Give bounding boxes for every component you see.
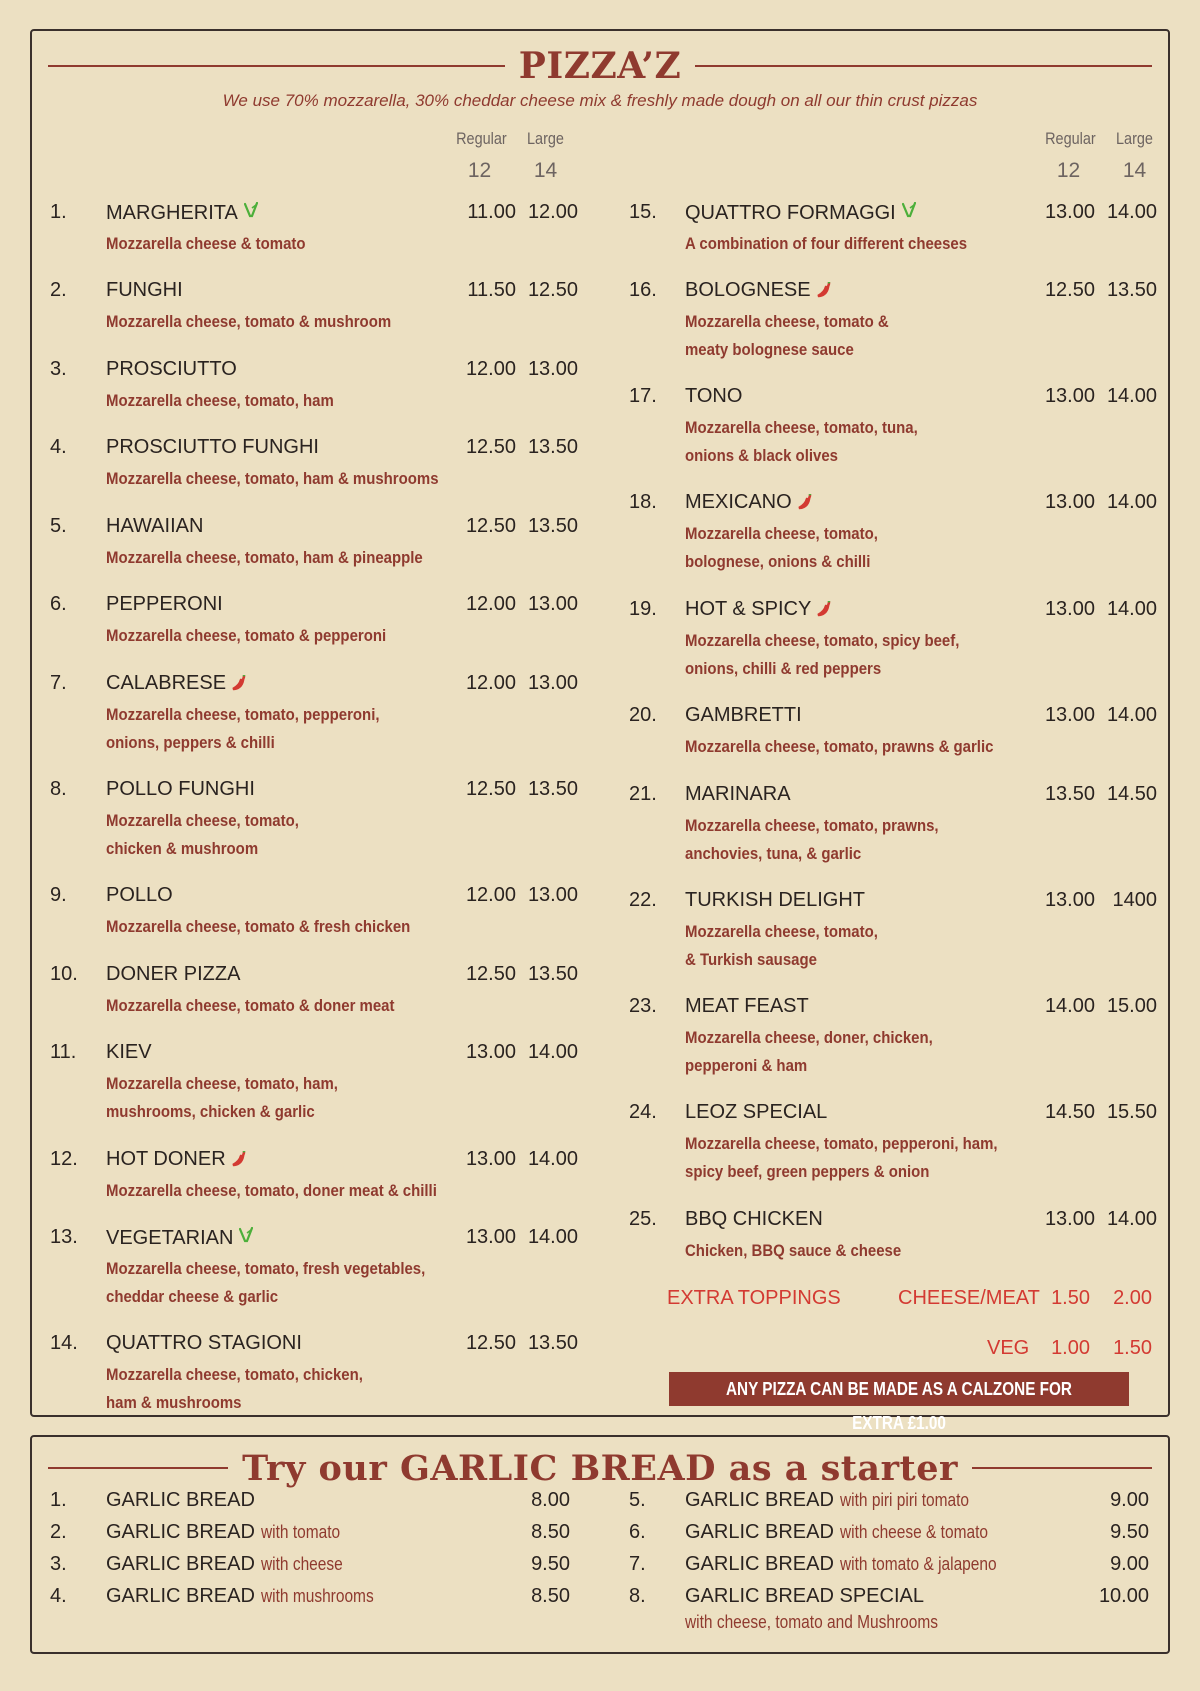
item-number: 6. <box>629 1521 646 1543</box>
item-name: FUNGHI <box>106 279 183 301</box>
title-rule-right <box>972 1467 1152 1469</box>
veg-icon <box>244 201 258 217</box>
garlic-bread-item <box>50 1585 570 1615</box>
price-large: 13.00 <box>527 593 578 615</box>
item-description: Mozzarella cheese, tomato, pepperoni, ham, spicy beef, green peppers & onion <box>685 1134 998 1181</box>
item-name: KIEV <box>106 1041 152 1063</box>
garlic-bread-item <box>50 1521 570 1551</box>
item-number: 4. <box>50 436 67 458</box>
item-name: HOT & SPICY <box>685 598 812 620</box>
item-number: 5. <box>629 1489 646 1511</box>
size-header-left <box>452 129 597 189</box>
price-large: 14.00 <box>1106 704 1157 726</box>
item-name-row <box>106 1521 353 1544</box>
item-name: HAWAIIAN <box>106 515 204 537</box>
item-variant: with cheese & tomato <box>839 1522 988 1542</box>
item-number: 5. <box>50 515 67 537</box>
item-description: Mozzarella cheese, tomato, & Turkish sausage <box>685 922 878 969</box>
price-regular: 13.00 <box>465 1226 516 1248</box>
regular-size: 12 <box>467 159 492 182</box>
item-name: LEOZ SPECIAL <box>685 1101 828 1123</box>
item-description: A combination of four different cheeses <box>685 234 968 253</box>
garlic-title: Try our GARLIC BREAD as a starter <box>242 1447 958 1489</box>
regular-label: Regular <box>1045 129 1096 148</box>
item-name-row <box>106 1553 356 1576</box>
pizza-panel <box>30 29 1170 1433</box>
item-name-row <box>106 1041 152 1064</box>
item-number: 17. <box>629 385 657 407</box>
price-large: 14.00 <box>1106 1208 1157 1230</box>
garlic-bread-item <box>629 1585 1149 1632</box>
item-name: VEGETARIAN <box>106 1227 234 1249</box>
item-description: Mozzarella cheese, tomato, spicy beef, onions, chilli & red peppers <box>685 631 960 678</box>
item-name: GARLIC BREAD <box>106 1489 255 1511</box>
item-name-row <box>106 1226 253 1250</box>
item-name: QUATTRO FORMAGGI <box>685 202 896 224</box>
item-number: 1. <box>50 1489 67 1511</box>
item-number: 2. <box>50 279 67 301</box>
item-name: MARGHERITA <box>106 202 238 224</box>
item-number: 19. <box>629 598 657 620</box>
calzone-note: ANY PIZZA CAN BE MADE AS A CALZONE FOR EXTRA £1.00 <box>726 1379 1072 1433</box>
item-number: 20. <box>629 704 657 726</box>
item-description: Mozzarella cheese, tomato, doner meat & chilli <box>106 1181 437 1200</box>
veg-regular: 1.00 <box>1051 1337 1090 1359</box>
chilli-icon <box>798 493 812 509</box>
garlic-bread-item <box>629 1521 1149 1551</box>
item-variant: with tomato <box>260 1522 341 1542</box>
item-name-row <box>106 201 258 225</box>
item-number: 8. <box>50 778 67 800</box>
item-number: 15. <box>629 201 657 223</box>
large-label: Large <box>527 129 564 148</box>
item-number: 6. <box>50 593 67 615</box>
item-number: 25. <box>629 1208 657 1230</box>
price-large: 14.00 <box>527 1226 578 1248</box>
item-number: 1. <box>50 201 67 223</box>
item-name: MARINARA <box>685 783 791 805</box>
price-regular: 13.00 <box>465 1148 516 1170</box>
large-size: 14 <box>533 159 558 182</box>
cheese-meat-regular: 1.50 <box>1051 1287 1090 1309</box>
item-name-row <box>106 672 246 695</box>
item-name-row <box>685 385 742 408</box>
item-price: 9.00 <box>1110 1553 1149 1575</box>
item-name-row <box>685 704 802 727</box>
price-large: 13.00 <box>527 672 578 694</box>
price-large: 13.50 <box>527 436 578 458</box>
price-regular: 13.00 <box>1044 889 1095 911</box>
chilli-icon <box>232 1150 246 1166</box>
price-regular: 11.50 <box>467 279 516 301</box>
item-variant: with mushrooms <box>260 1586 374 1606</box>
item-name: CALABRESE <box>106 672 227 694</box>
price-regular: 14.50 <box>1044 1101 1095 1123</box>
item-name: POLLO FUNGHI <box>106 778 255 800</box>
item-name: PEPPERONI <box>106 593 223 615</box>
item-number: 21. <box>629 783 657 805</box>
price-regular: 13.00 <box>1044 385 1095 407</box>
item-variant: with tomato & jalapeno <box>839 1554 997 1574</box>
item-name: HOT DONER <box>106 1148 226 1170</box>
veg-icon <box>902 201 916 217</box>
regular-size: 12 <box>1056 159 1081 182</box>
title-rule-left <box>48 1467 228 1469</box>
item-name: TONO <box>685 385 743 407</box>
price-regular: 13.00 <box>1044 201 1095 223</box>
item-number: 9. <box>50 884 67 906</box>
item-description: Mozzarella cheese & tomato <box>106 234 306 253</box>
item-description: Mozzarella cheese, tomato, ham & pineapple <box>106 548 423 567</box>
item-name-row <box>685 598 831 621</box>
item-name-row <box>106 1585 392 1608</box>
item-name-row <box>685 279 831 302</box>
price-regular: 11.00 <box>467 201 516 223</box>
price-regular: 13.00 <box>1044 1208 1095 1230</box>
cheese-meat-large: 2.00 <box>1113 1287 1152 1309</box>
item-name-row <box>106 778 255 801</box>
item-name-row <box>106 279 183 302</box>
price-regular: 13.00 <box>465 1041 516 1063</box>
price-regular: 13.50 <box>1044 783 1095 805</box>
item-description: Mozzarella cheese, tomato, chicken & mushroom <box>106 811 299 858</box>
item-description: Mozzarella cheese, tomato, pepperoni, onions, peppers & chilli <box>106 705 380 752</box>
price-regular: 12.50 <box>465 963 516 985</box>
price-large: 14.00 <box>1106 491 1157 513</box>
item-number: 3. <box>50 1553 67 1575</box>
price-regular: 12.50 <box>465 1332 516 1354</box>
price-regular: 12.50 <box>465 778 516 800</box>
item-name: MEAT FEAST <box>685 995 809 1017</box>
item-description: with cheese, tomato and Mushrooms <box>685 1612 938 1632</box>
price-large: 14.50 <box>1106 783 1157 805</box>
item-variant: with cheese <box>260 1554 343 1574</box>
item-price: 9.50 <box>531 1553 570 1575</box>
item-name: GARLIC BREAD <box>685 1553 834 1575</box>
price-regular: 13.00 <box>1044 491 1095 513</box>
size-header-right <box>1041 129 1186 189</box>
price-large: 14.00 <box>1106 201 1157 223</box>
item-number: 13. <box>50 1226 78 1248</box>
garlic-bread-item <box>50 1489 570 1519</box>
item-description: Mozzarella cheese, tomato, ham, mushrooms, chicken & garlic <box>106 1074 338 1121</box>
item-name: GARLIC BREAD <box>685 1489 834 1511</box>
item-name-row <box>685 1553 1022 1576</box>
price-large: 13.50 <box>527 778 578 800</box>
item-description: Mozzarella cheese, tomato & pepperoni <box>106 626 387 645</box>
item-description: Mozzarella cheese, tomato & doner meat <box>106 996 395 1015</box>
item-name-row <box>106 1489 255 1512</box>
item-name-row <box>685 1101 827 1124</box>
item-name-row <box>106 436 319 459</box>
item-description: Mozzarella cheese, tomato & mushroom <box>106 312 392 331</box>
item-name: GARLIC BREAD <box>685 1521 834 1543</box>
item-name-row <box>106 593 223 616</box>
item-name: GARLIC BREAD SPECIAL <box>685 1585 924 1607</box>
veg-large: 1.50 <box>1113 1337 1152 1359</box>
item-description: Chicken, BBQ sauce & cheese <box>685 1241 902 1260</box>
item-name-row <box>685 889 865 912</box>
item-name-row <box>685 995 809 1018</box>
garlic-bread-item <box>629 1553 1149 1583</box>
item-number: 14. <box>50 1332 78 1354</box>
item-name-row <box>685 1489 990 1512</box>
item-number: 8. <box>629 1585 646 1607</box>
item-number: 2. <box>50 1521 67 1543</box>
item-name-row <box>106 515 203 538</box>
item-number: 11. <box>50 1041 77 1063</box>
item-price: 8.00 <box>531 1489 570 1511</box>
item-name-row <box>106 358 237 381</box>
item-name: TURKISH DELIGHT <box>685 889 866 911</box>
price-large: 12.50 <box>527 279 578 301</box>
pizza-title-row <box>48 41 1152 91</box>
price-regular: 12.00 <box>465 884 516 906</box>
item-name-row <box>685 491 812 514</box>
item-name-row <box>685 783 791 806</box>
item-name: MEXICANO <box>685 491 792 513</box>
price-large: 15.00 <box>1106 995 1157 1017</box>
large-size: 14 <box>1122 159 1147 182</box>
item-description: Mozzarella cheese, tomato, bolognese, onions & chilli <box>685 524 878 571</box>
price-large: 13.50 <box>527 515 578 537</box>
item-number: 3. <box>50 358 67 380</box>
item-price: 10.00 <box>1098 1585 1149 1607</box>
garlic-bread-item <box>629 1489 1149 1519</box>
item-name: GAMBRETTI <box>685 704 802 726</box>
item-price: 9.50 <box>1110 1521 1149 1543</box>
chilli-icon <box>817 600 831 616</box>
item-name-row <box>685 1208 823 1231</box>
item-number: 10. <box>50 963 78 985</box>
item-description: Mozzarella cheese, tomato, tuna, onions & black olives <box>685 418 918 465</box>
price-regular: 12.50 <box>1044 279 1095 301</box>
item-name-row <box>685 1585 924 1608</box>
item-name: GARLIC BREAD <box>106 1521 255 1543</box>
item-name: PROSCIUTTO FUNGHI <box>106 436 319 458</box>
item-name: GARLIC BREAD <box>106 1553 255 1575</box>
price-large: 14.00 <box>1106 385 1157 407</box>
price-regular: 13.00 <box>1044 598 1095 620</box>
price-large: 13.00 <box>527 884 578 906</box>
price-large: 14.00 <box>527 1148 578 1170</box>
item-price: 8.50 <box>531 1585 570 1607</box>
item-name: PROSCIUTTO <box>106 358 237 380</box>
price-large: 12.00 <box>527 201 578 223</box>
item-name-row <box>685 201 916 225</box>
title-rule-left <box>48 65 505 67</box>
item-number: 18. <box>629 491 657 513</box>
price-large: 13.50 <box>1106 279 1157 301</box>
item-name: BBQ CHICKEN <box>685 1208 823 1230</box>
item-name: GARLIC BREAD <box>106 1585 255 1607</box>
price-regular: 12.00 <box>465 593 516 615</box>
garlic-title-row <box>48 1443 1152 1493</box>
item-number: 7. <box>50 672 67 694</box>
item-number: 23. <box>629 995 657 1017</box>
item-description: Mozzarella cheese, tomato & meaty bolognese sauce <box>685 312 889 359</box>
item-description: Mozzarella cheese, tomato, ham & mushrooms <box>106 469 439 488</box>
price-large: 13.00 <box>527 358 578 380</box>
price-large: 14.00 <box>1106 598 1157 620</box>
price-large: 13.50 <box>527 1332 578 1354</box>
item-name: POLLO <box>106 884 173 906</box>
item-name-row <box>106 1332 302 1355</box>
large-label: Large <box>1116 129 1153 148</box>
item-price: 8.50 <box>531 1521 570 1543</box>
item-name: DONER PIZZA <box>106 963 241 985</box>
item-price: 9.00 <box>1110 1489 1149 1511</box>
extra-toppings-label: EXTRA TOPPINGS <box>667 1287 841 1309</box>
cheese-meat-label: CHEESE/MEAT <box>898 1287 1040 1309</box>
item-description: Mozzarella cheese, tomato, prawns & garlic <box>685 737 994 756</box>
price-regular: 12.50 <box>465 515 516 537</box>
veg-label: VEG <box>987 1337 1030 1359</box>
item-description: Mozzarella cheese, tomato, fresh vegetables, cheddar cheese & garlic <box>106 1259 426 1306</box>
garlic-bread-item <box>50 1553 570 1583</box>
price-large: 14.00 <box>527 1041 578 1063</box>
item-description: Mozzarella cheese, tomato, ham <box>106 391 334 410</box>
item-description: Mozzarella cheese, tomato, prawns, anchovies, tuna, & garlic <box>685 816 939 863</box>
item-name-row <box>106 963 240 986</box>
price-regular: 13.00 <box>1044 704 1095 726</box>
chilli-icon <box>232 674 246 690</box>
price-regular: 12.50 <box>465 436 516 458</box>
pizza-subtitle: We use 70% mozzarella, 30% cheddar cheese mix & freshly made dough on all our thin crust pizzas <box>222 91 978 110</box>
price-large: 15.50 <box>1106 1101 1157 1123</box>
chilli-icon <box>817 281 831 297</box>
pizza-title: PIZZA’Z <box>518 45 682 87</box>
price-large: 1400 <box>1112 889 1157 911</box>
veg-icon <box>239 1226 253 1242</box>
item-name-row <box>685 1521 1012 1544</box>
item-number: 12. <box>50 1148 78 1170</box>
price-regular: 12.00 <box>465 672 516 694</box>
item-description: Mozzarella cheese, tomato, chicken, ham & mushrooms <box>106 1365 363 1412</box>
item-description: Mozzarella cheese, doner, chicken, pepperoni & ham <box>685 1028 933 1075</box>
garlic-bread-panel <box>30 1435 1170 1654</box>
item-number: 24. <box>629 1101 657 1123</box>
item-name: QUATTRO STAGIONI <box>106 1332 302 1354</box>
price-large: 13.50 <box>527 963 578 985</box>
item-number: 4. <box>50 1585 67 1607</box>
item-name-row <box>106 884 173 907</box>
calzone-note-banner <box>669 1372 1129 1433</box>
price-regular: 12.00 <box>465 358 516 380</box>
item-name-row <box>106 1148 246 1171</box>
item-description: Mozzarella cheese, tomato & fresh chicken <box>106 917 411 936</box>
item-number: 22. <box>629 889 657 911</box>
item-number: 16. <box>629 279 657 301</box>
item-variant: with piri piri tomato <box>839 1490 969 1510</box>
price-regular: 14.00 <box>1044 995 1095 1017</box>
item-number: 7. <box>629 1553 646 1575</box>
item-name: BOLOGNESE <box>685 279 811 301</box>
regular-label: Regular <box>456 129 507 148</box>
title-rule-right <box>695 65 1152 67</box>
